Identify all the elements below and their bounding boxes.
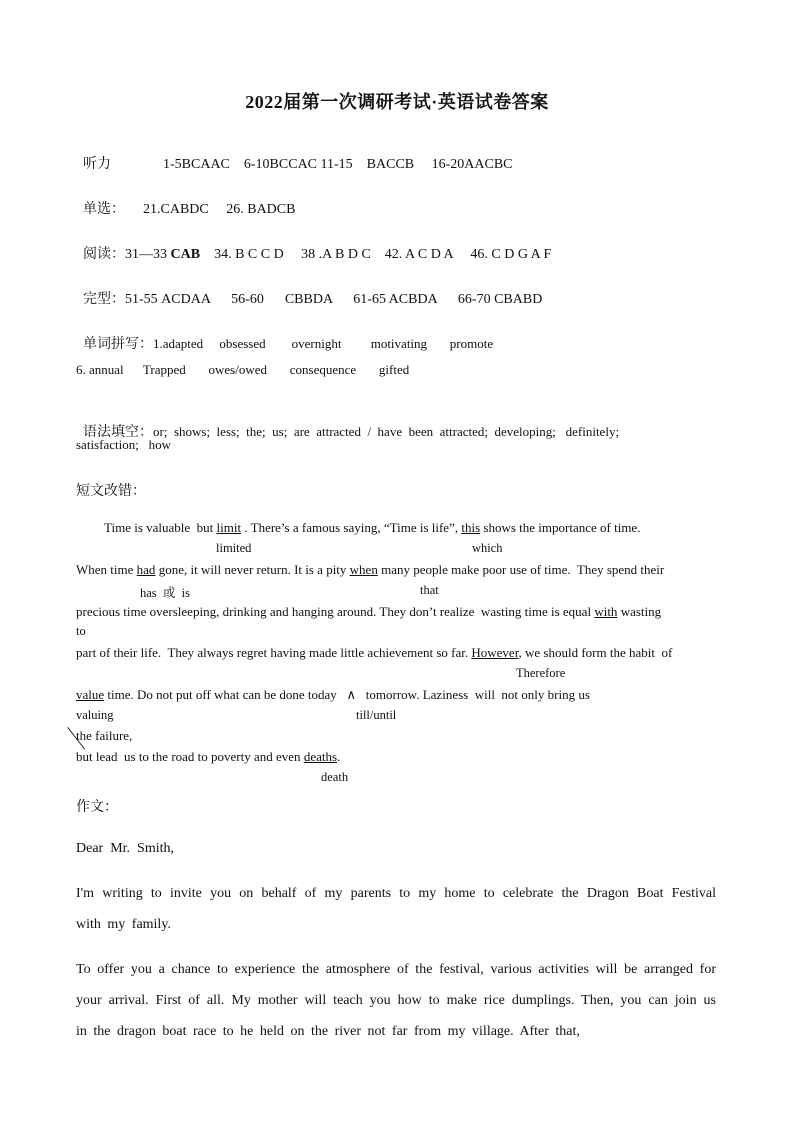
text: Time is valuable but (104, 520, 217, 535)
spelling-line-1: 1.adapted obsessed overnight motivating promote (153, 336, 494, 351)
single-choice-row (76, 182, 295, 218)
cloze-answers: 51-55 ACDAA 56-60 CBBDA 61-65 ACBDA 66-70 CBABD (125, 292, 543, 307)
correction-fix: has 或 is (140, 586, 191, 600)
reading-answers-a: 31—33 (125, 247, 171, 262)
correction-fix: limited (216, 541, 252, 555)
listening-answers: 1-5BCAAC 6-10BCCAC 11-15 BACCB 16-20AACBC (163, 157, 513, 172)
essay-label: 作文： (76, 799, 118, 815)
correction-fix: death (321, 770, 349, 784)
grammar-label: 语法填空： (83, 424, 153, 440)
reading-row (76, 227, 551, 263)
error-word: However (471, 645, 519, 660)
error-word: deaths (303, 749, 338, 764)
text: precious time oversleeping, drinking and hanging around. They don’t realize wasting time is equal (76, 604, 595, 619)
reading-answers-b: 34. B C C D 38 .A B D C 42. A C D A 46. C D G A F (200, 247, 552, 262)
text: , we should form the habit of (518, 645, 673, 660)
cloze-label: 完型： (83, 291, 125, 307)
essay-paragraph-1: I'm writing to invite you on behalf of my parents to my home to celebrate the Dragon Boat Festival with my family. (76, 886, 716, 932)
spelling-row (76, 317, 493, 353)
cloze-row (76, 272, 542, 308)
page-title: 2022届第一次调研考试·英语试卷答案 (245, 92, 549, 112)
grammar-row (76, 405, 619, 441)
correction-label: 短文改错： (76, 483, 146, 499)
correction-fix: that (420, 583, 439, 597)
correction-fix: Therefore (516, 666, 566, 680)
reading-answers-bold: CAB (170, 247, 201, 262)
text: . (337, 749, 341, 764)
grammar-line-2: satisfaction; how (76, 437, 171, 452)
essay-paragraph-2: To offer you a chance to experience the atmosphere of the festival, various activities will be arranged for your arrival. First of all. My mother will teach you how to make rice dumplings. Then, you can join us in the dragon boat race to he held on the river not far from my village. After that, (76, 962, 716, 1039)
error-word: limit (216, 520, 242, 535)
text: gone, it will never return. It is a pity (155, 562, 350, 577)
text: time. Do not put off what can be done today ∧ tomorrow. Laziness will not only bring us (104, 687, 590, 702)
error-word: with (594, 604, 618, 619)
spelling-label: 单词拼写： (83, 336, 153, 352)
correction-fix: to (76, 624, 86, 638)
correction-line-6: the failure, (76, 728, 133, 743)
error-word: had (136, 562, 156, 577)
correction-fix: till/until (356, 708, 397, 722)
essay-salutation: Dear Mr. Smith, (76, 841, 174, 856)
error-word: this (461, 520, 481, 535)
correction-line-4 (76, 645, 672, 661)
text: many people make poor use of time. They spend their (377, 562, 665, 577)
text: but lead us to the road to poverty and even (76, 749, 304, 764)
correction-line-7 (76, 749, 340, 765)
text: . There’s a famous saying, “Time is life”, (241, 520, 462, 535)
correction-fix: valuing (76, 708, 114, 722)
text: wasting (617, 604, 662, 619)
error-word: when (349, 562, 378, 577)
single-choice-answers: 21.CABDC 26. BADCB (143, 202, 296, 217)
text: shows the importance of time. (480, 520, 641, 535)
grammar-line-1: or; shows; less; the; us; are attracted / have been attracted; developing; definitely; (153, 424, 620, 439)
listening-label: 听力 (83, 156, 111, 172)
correction-line-3 (76, 604, 661, 620)
correction-line-1 (104, 520, 640, 536)
text: When time (76, 562, 137, 577)
text: part of their life. They always regret having made little achievement so far. (76, 645, 472, 660)
spelling-line-2: 6. annual Trapped owes/owed consequence gifted (76, 362, 410, 377)
correction-fix: which (472, 541, 503, 555)
single-choice-label: 单选： (83, 201, 125, 217)
listening-row (76, 137, 513, 173)
reading-label: 阅读： (83, 246, 125, 262)
error-word: value (76, 687, 105, 702)
correction-line-5 (76, 687, 590, 703)
correction-line-2 (76, 562, 664, 578)
